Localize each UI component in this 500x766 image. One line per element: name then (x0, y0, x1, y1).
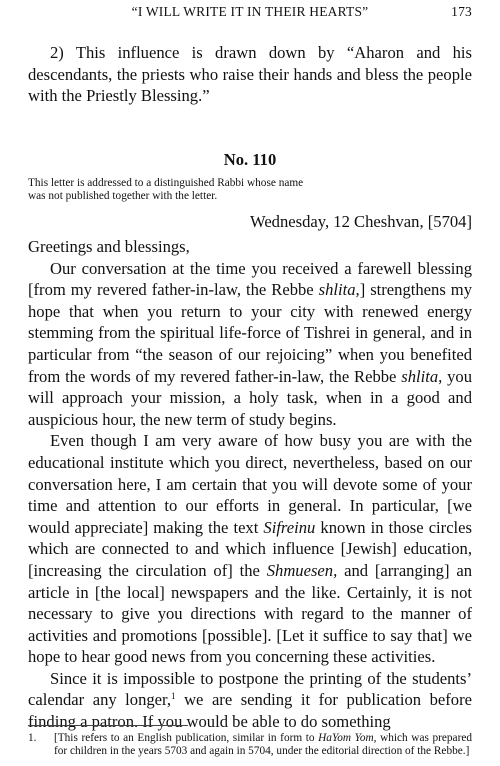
letter-heading: No. 110 (223, 150, 277, 169)
footnote-text-a: [This refers to an English publication, similar in form to (54, 732, 319, 744)
footnote-divider (28, 725, 188, 726)
footnote-number: 1. (28, 732, 37, 744)
prior-paragraph-text: 2) This influence is drawn down by “Aharon and his descendants, the priests who raise their hands and bless the people with the Priestly Blessing.” (28, 43, 472, 106)
footnote-italic-hayom-yom: HaYom Yom, (318, 732, 377, 744)
letter-body (28, 236, 472, 733)
p3-text-b: we are sending it for publication before finding a patron. If you would be able to do something (28, 690, 472, 732)
letter-paragraph-1 (28, 258, 472, 431)
letter-greeting: Greetings and blessings, (28, 237, 190, 256)
page-number: 173 (451, 4, 472, 19)
footnote-text-c: which was prepared for children in the years 5703 and again in 5704, under the editorial direction of the Rebbe.] (54, 732, 472, 757)
p1-italic-shlita-2: shlita, (401, 366, 443, 386)
p1-text-e: you will approach your mission, a holy task, when in a good and auspicious hour, the new term of study begins. (28, 366, 472, 429)
p2-text-e: and [arranging] an article in [the local] newspapers and the like. Certainly, it is not necessary to give you directions with regard to the manner of activities and promotions [possible]. [Let it suffice to say that] we hope to hear good news from you concerning these activities. (28, 560, 472, 667)
letter-intro-note: This letter is addressed to a distinguished Rabbi whose name was not published together with the letter. (28, 177, 304, 203)
footnote-reference: 1 (171, 691, 176, 702)
p2-text-c: known in those circles which are connected to and which influence [Jewish] education, [increasing the circulation of] the (28, 517, 472, 580)
letter-paragraph-2 (28, 430, 472, 668)
p3-text-a: Since it is impossible to postpone the printing of the students’ calendar any longer, (28, 668, 472, 710)
p1-text-c: ] strengthens my hope that when you return to your city with renewed energy stemming from the spiritual life-force of Tishrei in general, and in particular from “the season of our rejoicing” when you benefited from the words of my revered father-in-law, the Rebbe (28, 280, 472, 386)
letter-dateline: Wednesday, 12 Cheshvan, [5704] (249, 212, 472, 231)
footnote (28, 732, 472, 758)
prior-paragraph (28, 42, 472, 107)
running-header-title: “I WILL WRITE IT IN THEIR HEARTS” (131, 4, 369, 19)
p2-italic-shmuesen: Shmuesen, (266, 560, 338, 580)
running-header (28, 4, 472, 22)
footnote-text (54, 732, 472, 758)
p1-italic-shlita: shlita, (318, 280, 360, 300)
p1-text-a: Our conversation at the time you received a farewell blessing [from my revered father-in-law, the Rebbe (28, 258, 472, 300)
p2-italic-sifreinu: Sifreinu (263, 517, 316, 537)
letter-paragraph-3 (28, 668, 472, 733)
p2-text-a: Even though I am very aware of how busy you are with the educational institute which you direct, nevertheless, based on our conversation here, I am certain that you will devote some of your time and attention to our efforts in general. In particular, [we would appreciate] making the text (28, 431, 472, 537)
